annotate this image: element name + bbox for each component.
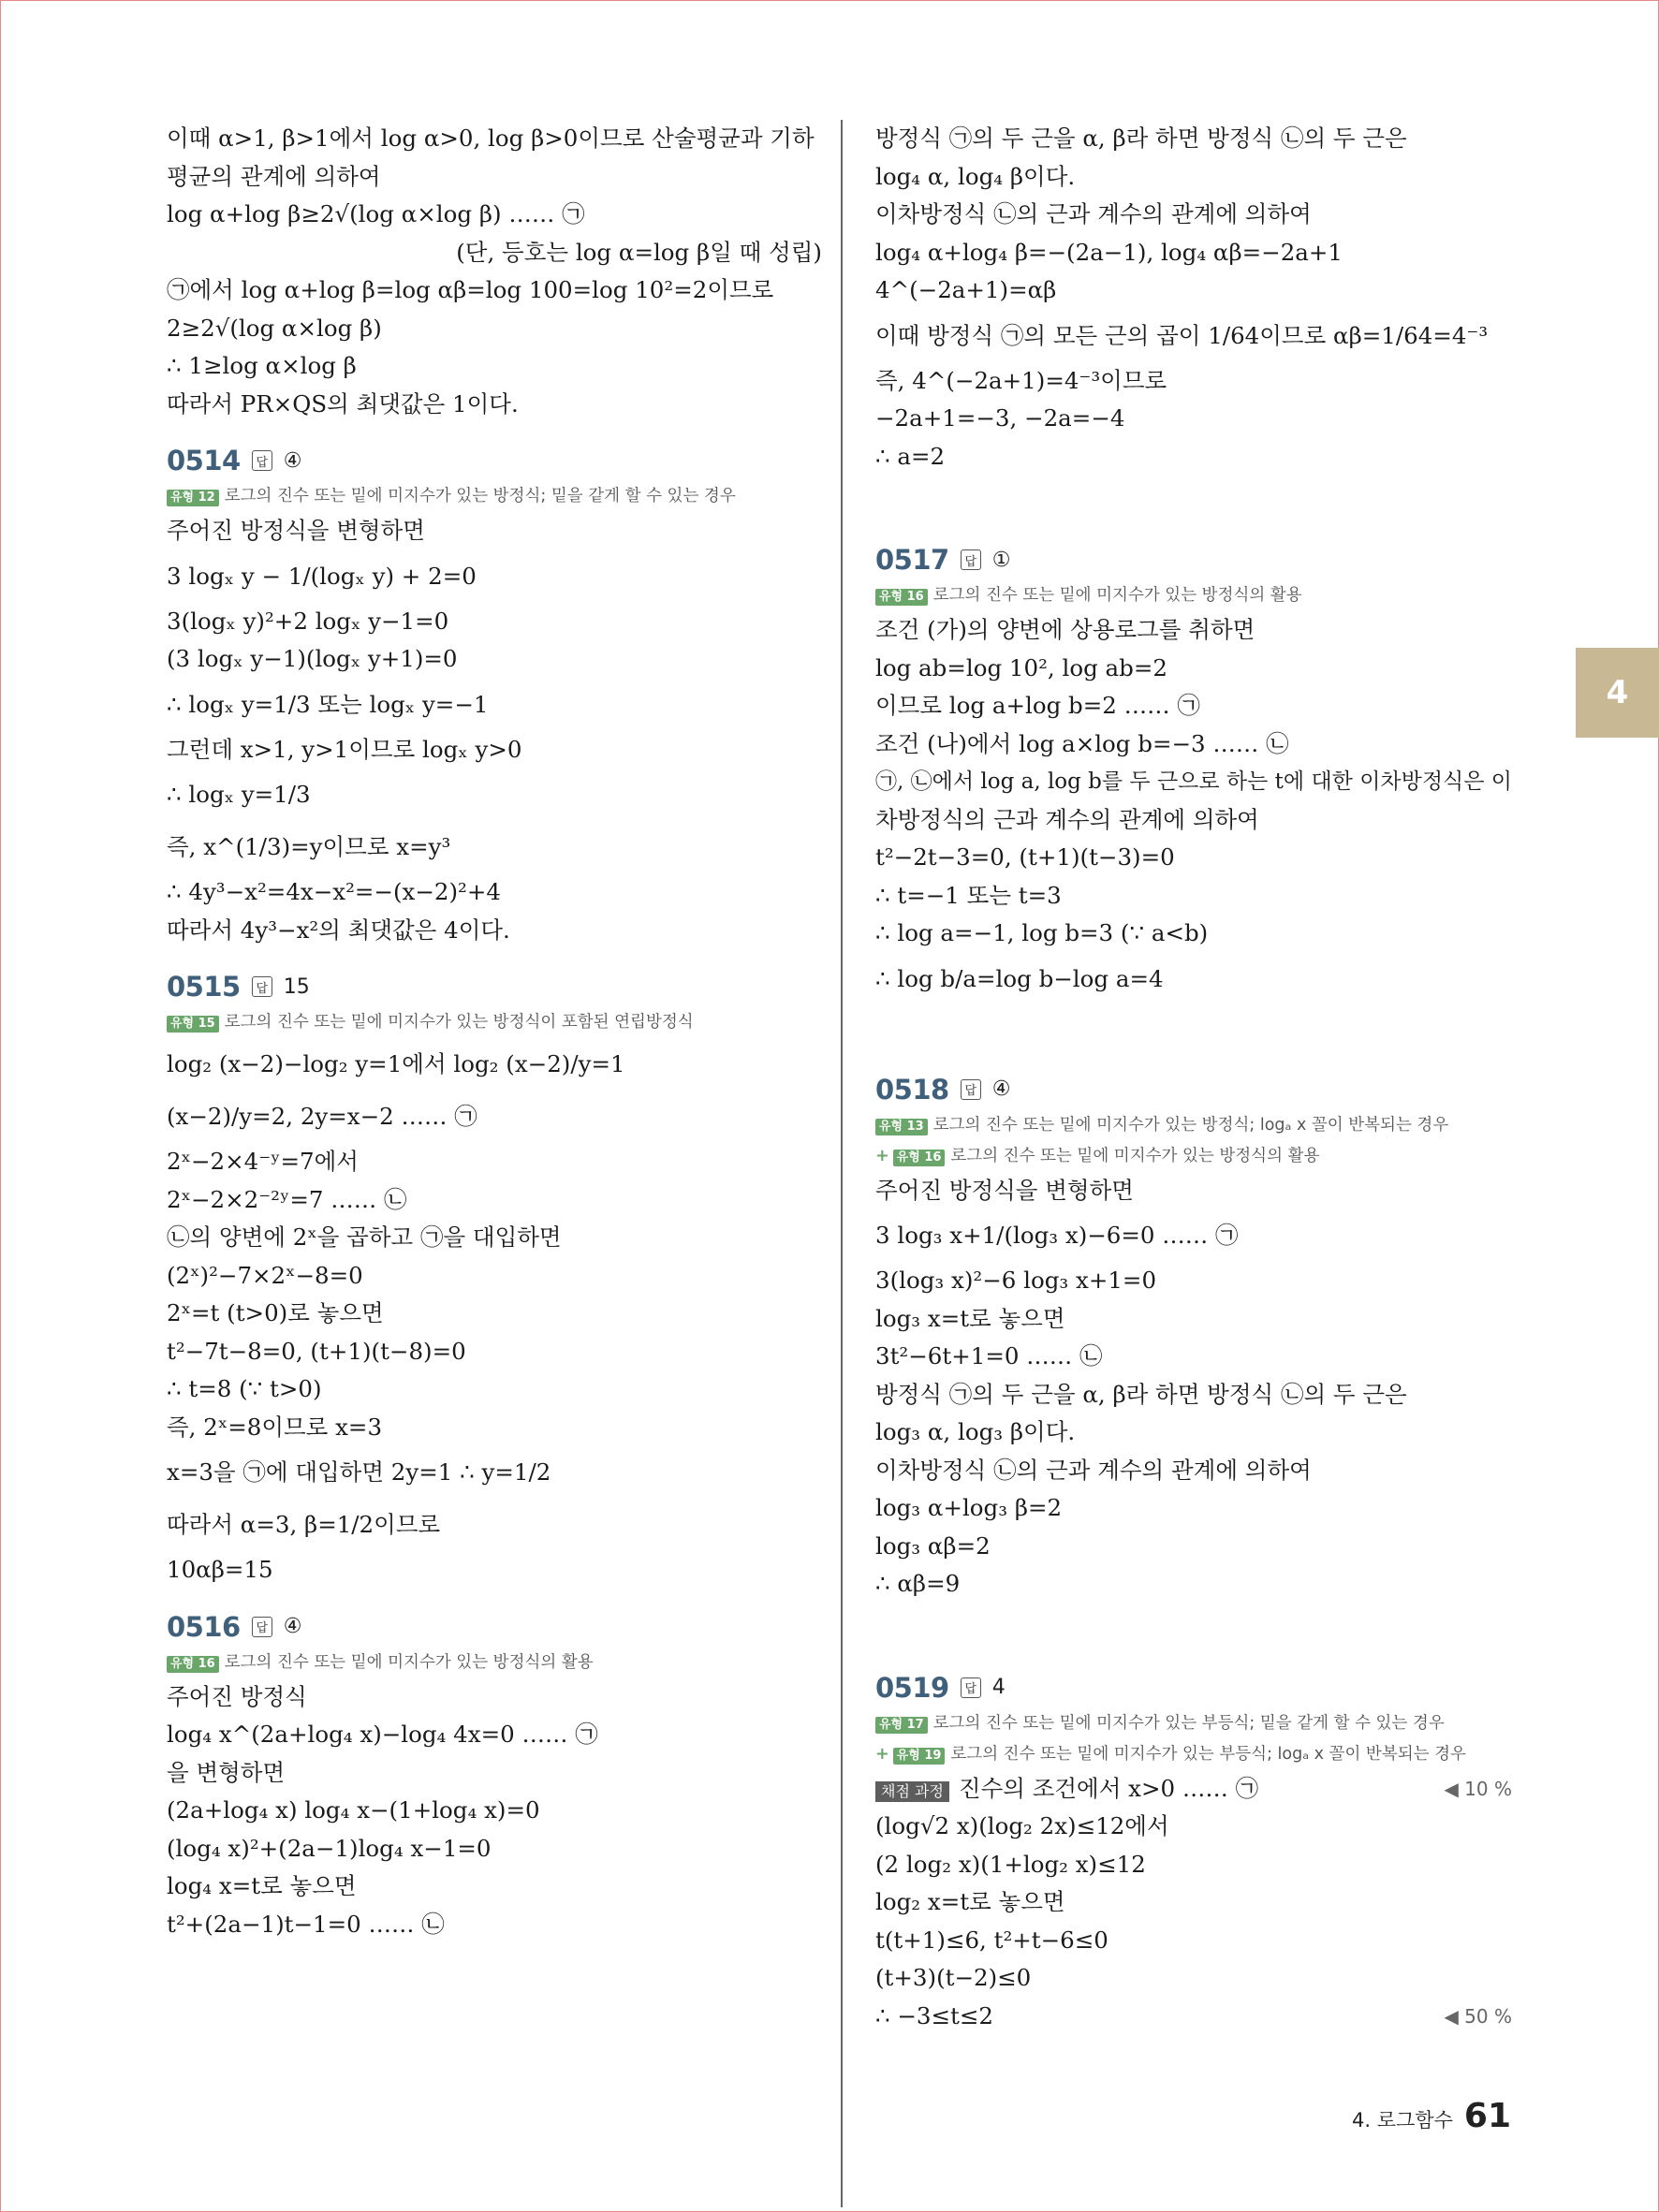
answer-icon: 답 [252, 976, 272, 997]
answer-icon: 답 [961, 549, 981, 570]
score-percent: ◀ 10 % [1444, 1777, 1512, 1800]
answer-value: ① [991, 548, 1011, 572]
column-divider [841, 120, 843, 2207]
text-line: 이때 α>1, β>1에서 log α>0, log β>0이므로 산술평균과 기하 [167, 125, 815, 152]
page-footer [1352, 2097, 1511, 2135]
text-line: (단, 등호는 log α=log β일 때 성립) [456, 238, 822, 266]
type-badge: 유형 12 [167, 490, 219, 506]
problem-type [167, 1007, 822, 1038]
type-text: 로그의 진수 또는 밑에 미지수가 있는 부등식; logₐ x 꼴이 반복되는 경우 [950, 1744, 1466, 1764]
problem-type-secondary [875, 1141, 1512, 1172]
type-badge: 유형 17 [875, 1717, 928, 1734]
text-line: 즉, x^(1/3)=y이므로 x=y³ [167, 833, 451, 860]
text-line: 주어진 방정식을 변형하면 [167, 517, 425, 544]
answer-value: ④ [991, 1077, 1011, 1101]
answer-icon: 답 [961, 1079, 981, 1100]
text-line: (2a+log₄ x) log₄ x−(1+log₄ x)=0 [167, 1796, 540, 1824]
text-line: log ab=log 10², log ab=2 [875, 653, 1167, 681]
text-line: t²−2t−3=0, (t+1)(t−3)=0 [875, 843, 1175, 871]
text-line: 2ˣ−2×2⁻²ʸ=7 …… ㉡ [167, 1185, 407, 1213]
text-line: 이차방정식 ㉡의 근과 계수의 관계에 의하여 [875, 200, 1312, 227]
text-line: 2≥2√(log α×log β) [167, 314, 382, 342]
text-line: ∴ 1≥log α×log β [167, 352, 357, 379]
chapter-tab-number: 4 [1606, 674, 1629, 711]
text-line: 주어진 방정식 [167, 1682, 307, 1710]
answer-value: ④ [283, 1615, 302, 1638]
text-line: 방정식 ㉠의 두 근을 α, β라 하면 방정식 ㉡의 두 근은 [875, 1380, 1407, 1408]
text-line: 3(log₃ x)²−6 log₃ x+1=0 [875, 1267, 1157, 1294]
text-line: 그런데 x>1, y>1이므로 logₓ y>0 [167, 735, 522, 763]
text-line: (2 log₂ x)(1+log₂ x)≤12 [875, 1850, 1146, 1878]
text-line: ∴ logₓ y=1/3 또는 logₓ y=−1 [167, 690, 489, 718]
text-line: x=3을 ㉠에 대입하면 2y=1 ∴ y=1/2 [167, 1458, 551, 1486]
text-line: t²−7t−8=0, (t+1)(t−8)=0 [167, 1337, 466, 1365]
question-number: 0515 [167, 971, 241, 1003]
text-line: 따라서 PR×QS의 최댓값은 1이다. [167, 389, 519, 417]
type-text: 로그의 진수 또는 밑에 미지수가 있는 방정식의 활용 [932, 586, 1302, 605]
footer-chapter: 4. 로그함수 [1352, 2109, 1453, 2131]
text-line: ∴ a=2 [875, 442, 946, 470]
answer-icon: 답 [961, 1677, 981, 1698]
type-badge: 유형 13 [875, 1119, 928, 1135]
text-line: ∴ log b/a=log b−log a=4 [875, 964, 1164, 992]
text-line: (log₄ x)²+(2a−1)log₄ x−1=0 [167, 1834, 492, 1862]
text-line: 2ˣ=t (t>0)로 놓으면 [167, 1299, 384, 1326]
text-line: 방정식 ㉠의 두 근을 α, β라 하면 방정식 ㉡의 두 근은 [875, 125, 1407, 152]
text-line: 10αβ=15 [167, 1556, 273, 1583]
answer-value: ④ [283, 448, 302, 473]
text-line: 평균의 관계에 의하여 [167, 162, 381, 190]
question-header-0514 [167, 440, 822, 481]
text-line: log₄ x=t로 놓으면 [167, 1872, 357, 1899]
type-text: 로그의 진수 또는 밑에 미지수가 있는 방정식이 포함된 연립방정식 [224, 1013, 694, 1032]
text-line: ∴ log a=−1, log b=3 (∵ a<b) [875, 919, 1209, 946]
text-line: 4^(−2a+1)=αβ [875, 276, 1057, 303]
problem-type-secondary [875, 1739, 1512, 1770]
answer-value: 15 [283, 974, 310, 999]
text-line: (log√2 x)(log₂ 2x)≤12에서 [875, 1812, 1169, 1839]
plus-icon: + [875, 1744, 889, 1764]
text-line: ㉠, ㉡에서 log a, log b를 두 근으로 하는 t에 대한 이차방정식은 이 [875, 769, 1513, 794]
page-number: 61 [1463, 2097, 1511, 2135]
text-line: ∴ αβ=9 [875, 1570, 961, 1597]
text-line: 조건 (나)에서 log a×log b=−3 …… ㉡ [875, 729, 1289, 757]
type-text: 로그의 진수 또는 밑에 미지수가 있는 방정식의 활용 [224, 1652, 594, 1672]
scoring-line [875, 1998, 1512, 2036]
text-line: log₂ (x−2)−log₂ y=1에서 log₂ (x−2)/y=1 [167, 1050, 625, 1077]
question-number: 0514 [167, 445, 241, 476]
type-text: 로그의 진수 또는 밑에 미지수가 있는 방정식; logₐ x 꼴이 반복되는 경우 [932, 1115, 1449, 1135]
type-badge: 유형 16 [167, 1656, 219, 1673]
text-line: 3t²−6t+1=0 …… ㉡ [875, 1342, 1103, 1370]
text-line: ㉠에서 log α+log β=log αβ=log 100=log 10²=2이므로 [167, 276, 774, 303]
answer-icon: 답 [252, 450, 272, 471]
text-line: log₃ α+log₃ β=2 [875, 1494, 1063, 1521]
text-line: 2ˣ−2×4⁻ʸ=7에서 [167, 1148, 359, 1175]
score-percent: ◀ 50 % [1444, 2004, 1512, 2028]
scoring-badge: 채점 과정 [875, 1781, 949, 1802]
left-column [167, 120, 822, 1943]
text-line: 을 변형하면 [167, 1758, 286, 1786]
question-number: 0517 [875, 544, 949, 576]
problem-type [875, 580, 1512, 611]
right-column [875, 120, 1512, 2035]
chapter-tab [1576, 648, 1659, 738]
type-text: 로그의 진수 또는 밑에 미지수가 있는 방정식; 밑을 같게 할 수 있는 경우 [224, 487, 736, 505]
problem-type [875, 1708, 1512, 1739]
text-line: −2a+1=−3, −2a=−4 [875, 404, 1125, 432]
text-line: 즉, 4^(−2a+1)=4⁻³이므로 [875, 366, 1167, 394]
question-header-0519 [875, 1667, 1512, 1708]
text-line: ∴ 4y³−x²=4x−x²=−(x−2)²+4 [167, 878, 501, 905]
text-line: 3 logₓ y − 1/(logₓ y) + 2=0 [167, 562, 477, 590]
question-header-0515 [167, 966, 822, 1007]
question-header-0517 [875, 539, 1512, 580]
question-number: 0516 [167, 1610, 241, 1643]
text-line: log₂ x=t로 놓으면 [875, 1888, 1065, 1915]
text-line: log₄ α+log₄ β=−(2a−1), log₄ αβ=−2a+1 [875, 238, 1343, 266]
question-number: 0519 [875, 1671, 949, 1704]
text-line: log₃ x=t로 놓으면 [875, 1304, 1065, 1332]
text-line: log₄ x^(2a+log₄ x)−log₄ 4x=0 …… ㉠ [167, 1721, 598, 1748]
text-line: ∴ t=−1 또는 t=3 [875, 881, 1062, 909]
text-line: 차방정식의 근과 계수의 관계에 의하여 [875, 805, 1259, 833]
text-line: log₃ αβ=2 [875, 1531, 991, 1560]
text-line: 따라서 4y³−x²의 최댓값은 4이다. [167, 916, 510, 944]
question-number: 0518 [875, 1073, 949, 1106]
text-line: (3 logₓ y−1)(logₓ y+1)=0 [167, 645, 458, 672]
scoring-line [875, 1770, 1512, 1809]
text-line: 조건 (가)의 양변에 상용로그를 취하면 [875, 616, 1255, 643]
text-line: 3 log₃ x+1/(log₃ x)−6=0 …… ㉠ [875, 1222, 1239, 1249]
text-line: ∴ −3≤t≤2 [875, 2001, 993, 2029]
text-line: (x−2)/y=2, 2y=x−2 …… ㉠ [167, 1103, 477, 1130]
answer-icon: 답 [252, 1617, 272, 1637]
type-badge: 유형 16 [893, 1150, 946, 1166]
text-line: 이차방정식 ㉡의 근과 계수의 관계에 의하여 [875, 1456, 1312, 1484]
problem-type [167, 481, 822, 512]
text-line: ∴ t=8 (∵ t>0) [167, 1375, 322, 1402]
text-line: log α+log β≥2√(log α×log β) …… ㉠ [167, 200, 585, 227]
answer-value: 4 [991, 1676, 1006, 1699]
problem-type [167, 1648, 822, 1678]
text-line: ∴ logₓ y=1/3 [167, 781, 311, 808]
text-line: t²+(2a−1)t−1=0 …… ㉡ [167, 1910, 445, 1938]
text-line: t(t+1)≤6, t²+t−6≤0 [875, 1926, 1108, 1954]
text-line: 3(logₓ y)²+2 logₓ y−1=0 [167, 607, 449, 635]
text-line: log₄ α, log₄ β이다. [875, 162, 1076, 190]
text-line: log₃ α, log₃ β이다. [875, 1418, 1076, 1445]
problem-type [875, 1110, 1512, 1141]
type-badge: 유형 19 [893, 1748, 946, 1765]
plus-icon: + [875, 1146, 889, 1165]
text-line: 즉, 2ˣ=8이므로 x=3 [167, 1413, 383, 1441]
text-line: ㉡의 양변에 2ˣ을 곱하고 ㉠을 대입하면 [167, 1223, 562, 1251]
text-line: 이므로 log a+log b=2 …… ㉠ [875, 692, 1200, 719]
type-badge: 유형 15 [167, 1016, 219, 1033]
question-header-0518 [875, 1069, 1512, 1110]
text-line: 이때 방정식 ㉠의 모든 근의 곱이 1/64이므로 αβ=1/64=4⁻³ [875, 321, 1489, 349]
text-line: 주어진 방정식을 변형하면 [875, 1176, 1134, 1204]
type-text: 로그의 진수 또는 밑에 미지수가 있는 부등식; 밑을 같게 할 수 있는 경우 [932, 1713, 1445, 1733]
text-line: 진수의 조건에서 x>0 …… ㉠ [958, 1774, 1259, 1802]
text-line: (t+3)(t−2)≤0 [875, 1964, 1032, 1991]
type-text: 로그의 진수 또는 밑에 미지수가 있는 방정식의 활용 [950, 1146, 1320, 1165]
text-line: (2ˣ)²−7×2ˣ−8=0 [167, 1261, 363, 1289]
type-badge: 유형 16 [875, 589, 928, 606]
text-line: 따라서 α=3, β=1/2이므로 [167, 1511, 441, 1538]
question-header-0516 [167, 1606, 822, 1648]
